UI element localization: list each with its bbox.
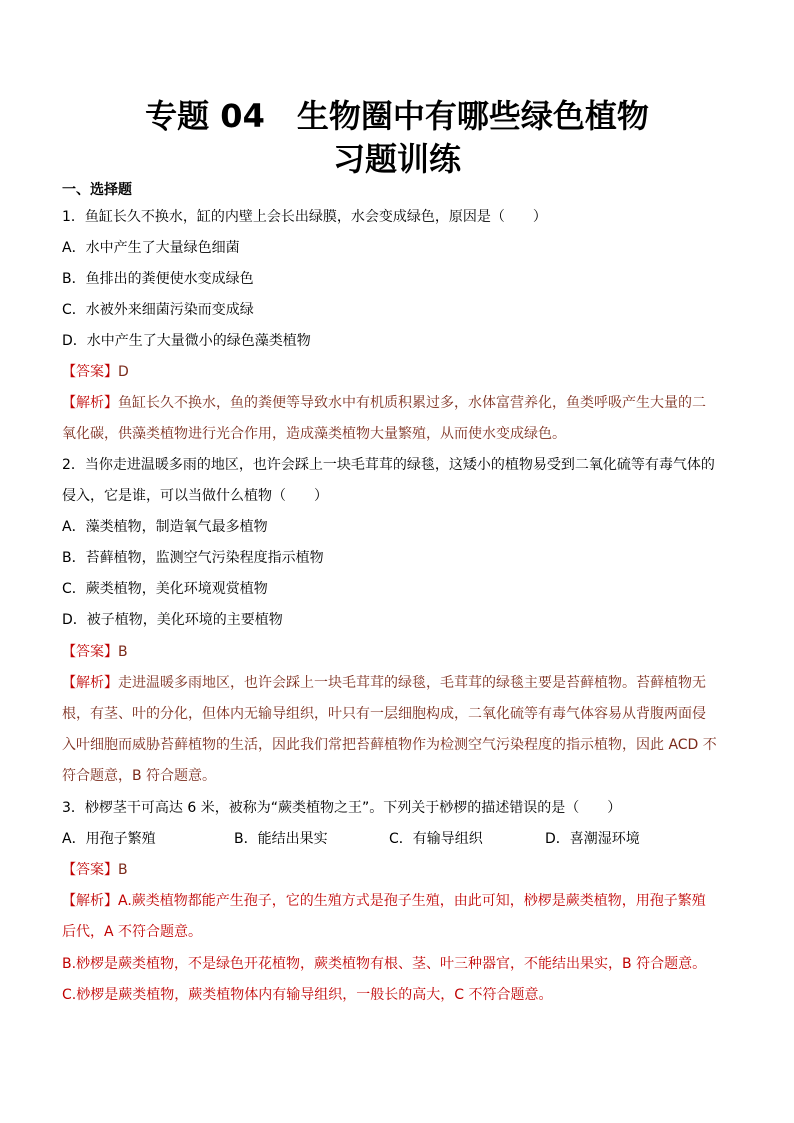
q3-option-a: A．用孢子繁殖: [62, 831, 156, 847]
document-title: 专题 04 生物圈中有哪些绿色植物: [145, 97, 649, 135]
q1-answer: [62, 362, 129, 382]
answer-tag: 【答案】: [62, 644, 118, 660]
q3-answer-value: B: [118, 862, 128, 878]
q3-options: [62, 829, 640, 849]
q1-option-d: D．水中产生了大量微小的绿色藻类植物: [62, 333, 311, 349]
q1-analysis-text-2: 氧化碳，供藻类植物进行光合作用，造成藻类植物大量繁殖，从而使水变成绿色。: [62, 426, 566, 442]
section-heading: 一、选择题: [62, 182, 132, 198]
q3-analysis-text-4: C.桫椤是蕨类植物，蕨类植物体内有输导组织，一般长的高大，C 不符合题意。: [62, 987, 553, 1003]
analysis-tag: 【解析】: [62, 893, 118, 909]
q3-option-c: C．有输导组织: [389, 831, 483, 847]
q2-answer: [62, 642, 128, 662]
q1-answer-value: D: [118, 364, 129, 380]
q3-option-d: D．喜潮湿环境: [545, 831, 640, 847]
q2-option-d: D．被子植物，美化环境的主要植物: [62, 612, 283, 628]
q3-analysis: [62, 891, 706, 911]
q3-option-b: B．能结出果实: [234, 831, 328, 847]
q1-stem: 1．鱼缸长久不换水，缸的内壁上会长出绿膜，水会变成绿色，原因是（ ）: [62, 209, 547, 225]
q2-analysis-text-2: 根，有茎、叶的分化，但体内无输导组织，叶只有一层细胞构成，二氧化硫等有毒气体容易从背腹两面侵: [62, 706, 706, 722]
q1-option-b: B．鱼排出的粪便使水变成绿色: [62, 271, 254, 287]
q2-option-a: A．藻类植物，制造氧气最多植物: [62, 519, 268, 535]
analysis-tag: 【解析】: [62, 675, 118, 691]
q1-analysis: [62, 393, 706, 413]
q2-analysis-text-4: 符合题意，B 符合题意。: [62, 768, 217, 784]
q3-analysis-text-3: B.桫椤是蕨类植物，不是绿色开花植物，蕨类植物有根、茎、叶三种器官，不能结出果实，B 符合题意。: [62, 956, 707, 972]
document-subtitle: 习题训练: [332, 140, 461, 178]
q3-answer: [62, 860, 128, 880]
q3-stem: 3．桫椤茎干可高达 6 米，被称为“蕨类植物之王”。下列关于桫椤的描述错误的是（ ）: [62, 800, 622, 816]
q2-analysis: [62, 673, 706, 693]
q2-analysis-text-1: 走进温暖多雨地区，也许会踩上一块毛茸茸的绿毯，毛茸茸的绿毯主要是苔藓植物。苔藓植物无: [118, 675, 706, 691]
analysis-tag: 【解析】: [62, 395, 118, 411]
q3-analysis-text-1: A.蕨类植物都能产生孢子，它的生殖方式是孢子生殖，由此可知，桫椤是蕨类植物，用孢子繁殖: [118, 893, 706, 909]
q2-analysis-text-3: 入叶细胞而威胁苔藓植物的生活，因此我们常把苔藓植物作为检测空气污染程度的指示植物，因此 ACD 不: [62, 737, 717, 753]
q1-option-a: A．水中产生了大量绿色细菌: [62, 240, 240, 256]
answer-tag: 【答案】: [62, 862, 118, 878]
q1-analysis-text-1: 鱼缸长久不换水，鱼的粪便等导致水中有机质积累过多，水体富营养化，鱼类呼吸产生大量的二: [118, 395, 706, 411]
q1-option-c: C．水被外来细菌污染而变成绿: [62, 302, 254, 318]
q2-answer-value: B: [118, 644, 128, 660]
q2-stem-1: 2．当你走进温暖多雨的地区，也许会踩上一块毛茸茸的绿毯，这矮小的植物易受到二氧化硫等有毒气体的: [62, 457, 715, 473]
q2-option-b: B．苔藓植物，监测空气污染程度指示植物: [62, 550, 324, 566]
q2-option-c: C．蕨类植物，美化环境观赏植物: [62, 581, 268, 597]
answer-tag: 【答案】: [62, 364, 118, 380]
q3-analysis-text-2: 后代，A 不符合题意。: [62, 924, 203, 940]
q2-stem-2: 侵入，它是谁，可以当做什么植物（ ）: [62, 488, 328, 504]
